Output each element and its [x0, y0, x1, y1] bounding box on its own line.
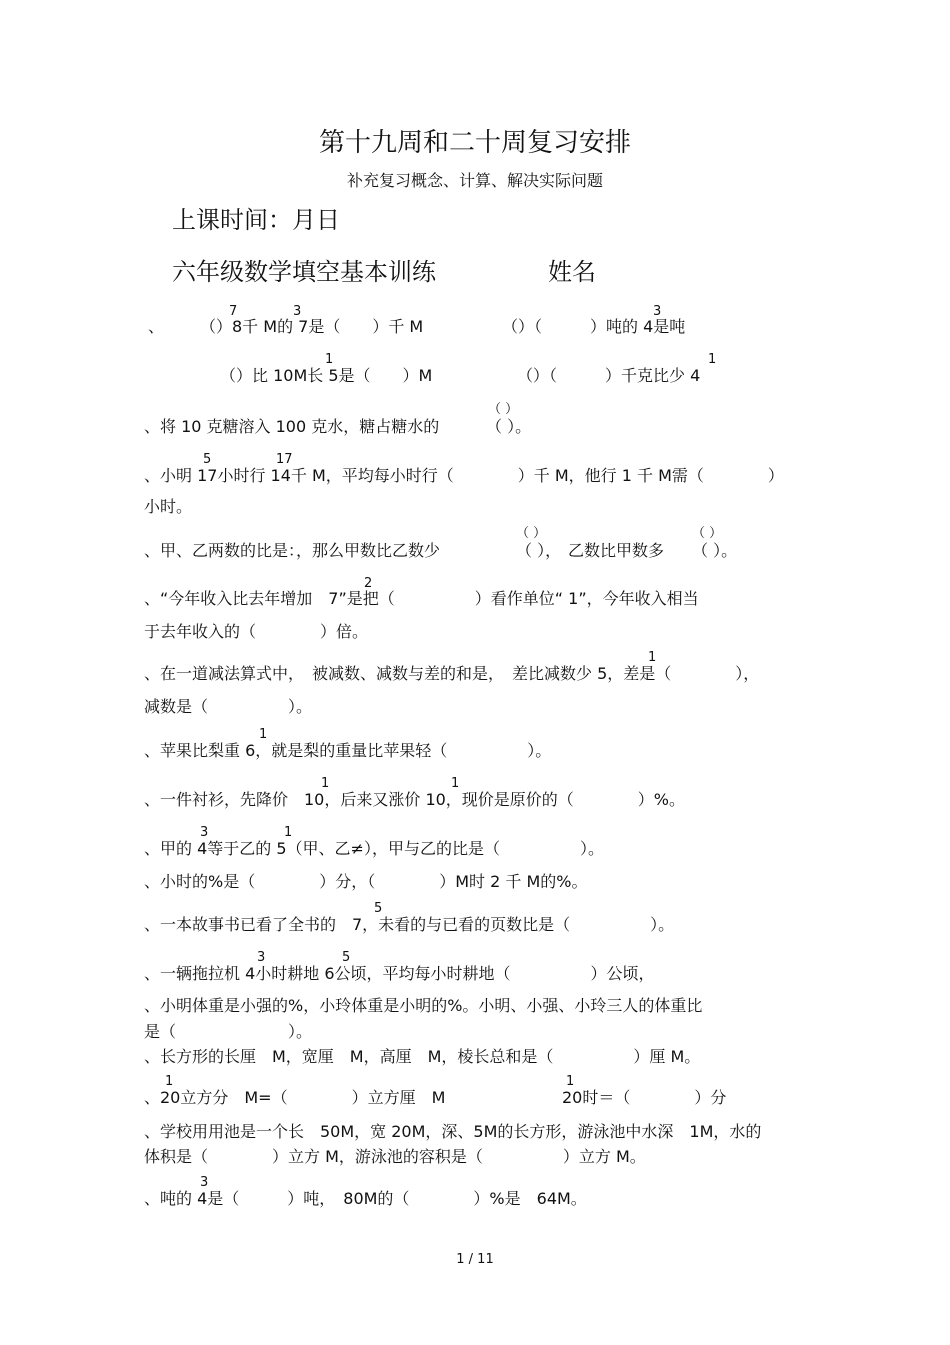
q1-b-num: 3: [653, 304, 662, 319]
q4-paren2-top: （ ）: [692, 526, 723, 541]
q15-a-num: 1: [165, 1074, 174, 1089]
name-label: 姓名: [548, 258, 596, 286]
q5-num: 2: [364, 576, 373, 591]
q13-line1: 、小明体重是小强的%，小玲体重是小明的%。小明、小强、小玲三人的体重比: [144, 996, 703, 1015]
q17-num: 3: [200, 1175, 209, 1190]
q2-text: 、将 10 克糖溶入 100 克水，糖占糖水的: [144, 417, 440, 436]
q16-line2: 体积是（ ）立方 M，游泳池的容积是（ ）立方 M。: [144, 1147, 646, 1166]
q9-num1: 3: [200, 825, 209, 840]
q4-paren2-bottom: （ ）。: [692, 541, 738, 560]
q7-num: 1: [259, 727, 268, 742]
q15-b-num: 1: [566, 1074, 575, 1089]
q1-b-text: （）（ ）吨的 4是吨: [502, 317, 686, 336]
q12-num1: 3: [257, 950, 266, 965]
q10-text: 、小时的%是（ ）分，（ ）M时 2 千 M的%。: [144, 872, 588, 891]
q2-paren-top: （ ）: [488, 402, 519, 417]
q1-a-text: （）8千 M的 7是（ ）千 M: [200, 317, 424, 336]
q1-d-num: 1: [708, 352, 717, 367]
q9-text: 、甲的 4等于乙的 5（甲、乙≠），甲与乙的比是（ ）。: [144, 839, 604, 858]
q6-line2: 减数是（ ）。: [144, 697, 313, 716]
q5-line2: 于去年收入的（ ）倍。: [144, 622, 369, 641]
q1-prefix: 、: [148, 317, 165, 336]
q2-paren-bottom: （ ）。: [486, 417, 532, 436]
q6-line1: 、在一道减法算式中， 被减数、减数与差的和是， 差比减数少 5，差是（ ），: [144, 664, 760, 683]
q4-text-b: 乙数比甲数多: [568, 541, 665, 560]
page-title: 第十九周和二十周复习安排: [318, 128, 631, 158]
q5-line1: 、“今年收入比去年增加 7”是把（ ）看作单位“ 1”，今年收入相当: [144, 589, 699, 608]
worksheet-heading: 六年级数学填空基本训练: [172, 258, 436, 286]
q13-line2: 是（ ）。: [144, 1022, 313, 1041]
q1-c-num: 1: [325, 352, 334, 367]
q12-num2: 5: [342, 950, 351, 965]
q3-line1: 、小明 17小时行 14千 M，平均每小时行（ ）千 M，他行 1 千 M需（ ）: [144, 466, 784, 485]
q8-num1: 1: [321, 776, 330, 791]
q9-num2: 1: [284, 825, 293, 840]
q1-d-text: （）（ ）千克比少 4: [517, 366, 701, 385]
q8-num2: 1: [451, 776, 460, 791]
q8-text: 、一件衬衫，先降价 10，后来又涨价 10，现价是原价的（ ）%。: [144, 790, 686, 809]
q15-b-text: 20时＝（ ）分: [562, 1088, 727, 1107]
q4-text-a: 、甲、乙两数的比是：，那么甲数比乙数少: [144, 541, 441, 560]
q1-c-text: （）比 10M长 5是（ ）M: [220, 366, 433, 385]
q4-paren1-top: （ ）: [516, 526, 547, 541]
q4-paren1-bottom: （ ），: [516, 541, 562, 560]
q3-num2: 17: [276, 452, 293, 467]
q15-a-text: 、20立方分 M=（ ）立方厘 M: [144, 1088, 446, 1107]
q7-text: 、苹果比梨重 6，就是梨的重量比苹果轻（ ）。: [144, 741, 552, 760]
q11-text: 、一本故事书已看了全书的 7，未看的与已看的页数比是（ ）。: [144, 915, 675, 934]
q14-text: 、长方形的长厘 M，宽厘 M，高厘 M，棱长总和是（ ）厘 M。: [144, 1047, 701, 1066]
q11-num: 5: [374, 901, 383, 916]
q12-text: 、一辆拖拉机 4小时耕地 6公顷，平均每小时耕地（ ）公顷，: [144, 964, 655, 983]
q1-a-num1: 7: [229, 304, 238, 319]
page-number: 1 / 11: [456, 1252, 494, 1267]
q17-text: 、吨的 4是（ ）吨， 80M的（ ）%是 64M。: [144, 1189, 587, 1208]
q1-a-num2: 3: [293, 304, 302, 319]
q3-line2: 小时。: [144, 497, 193, 516]
class-time: 上课时间：月日: [172, 206, 340, 234]
q6-num: 1: [648, 650, 657, 665]
q3-num1: 5: [203, 452, 212, 467]
page-subtitle: 补充复习概念、计算、解决实际问题: [346, 171, 603, 190]
q16-line1: 、学校用用池是一个长 50M，宽 20M，深、5M的长方形，游泳池中水深 1M，水的: [144, 1122, 762, 1141]
